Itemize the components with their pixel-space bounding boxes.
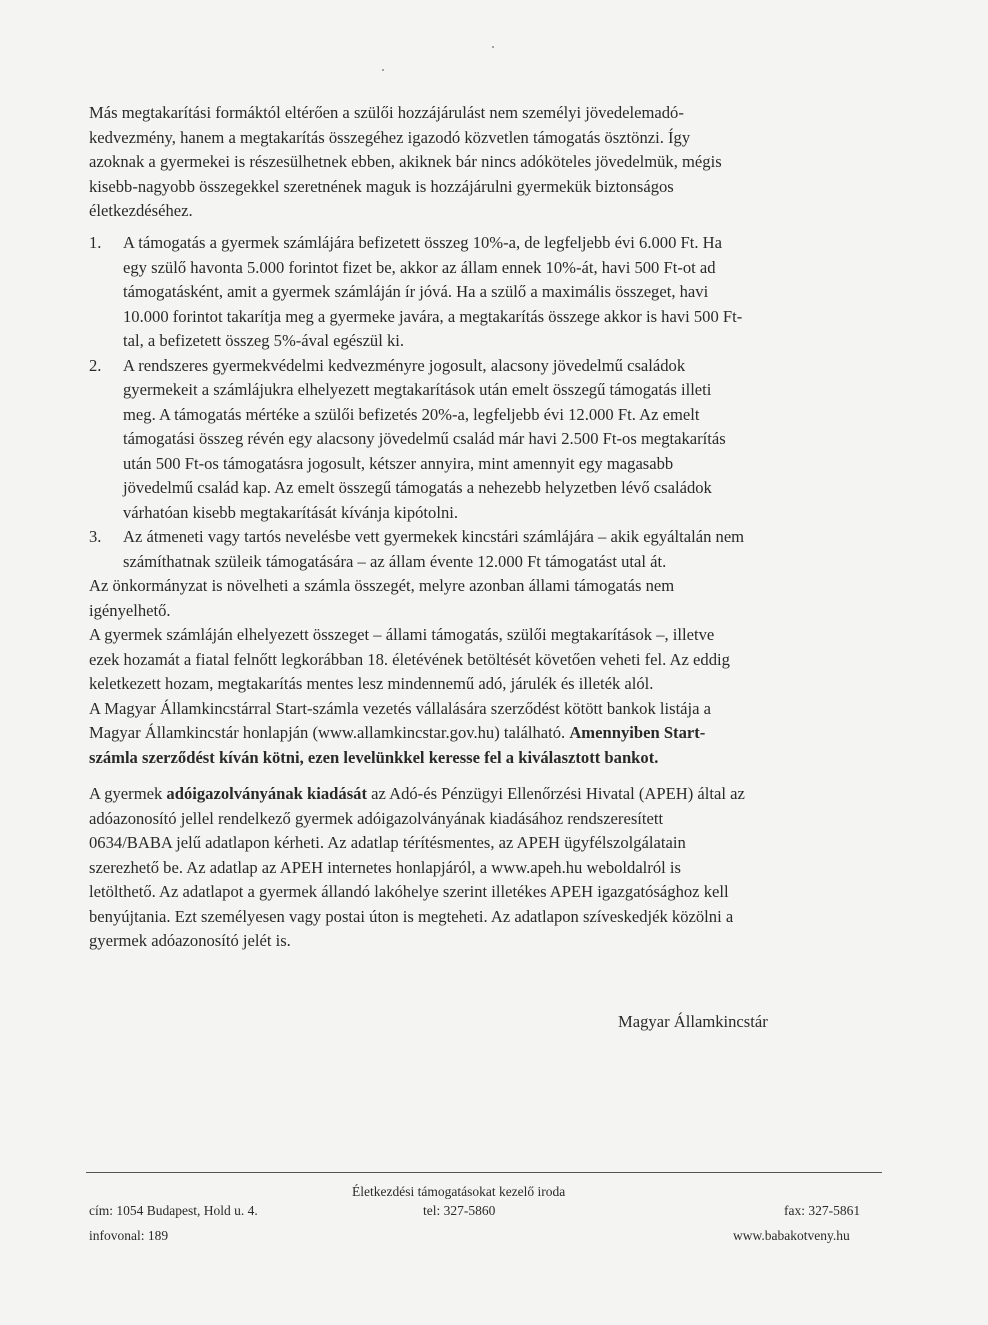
paragraph-line: gyermek adóazonosító jelét is. <box>89 931 291 950</box>
footer-fax: fax: 327-5861 <box>784 1203 861 1218</box>
footer-phone: tel: 327-5860 <box>423 1203 496 1218</box>
paragraph-line: szerezhető be. Az adatlap az APEH internetes honlapjáról, a www.apeh.hu weboldalról is <box>89 857 681 877</box>
list-line: jövedelmű család kap. Az emelt összegű támogatás a nehezebb helyzetben lévő családok <box>123 478 712 497</box>
account-paragraphs <box>89 574 881 770</box>
list-text <box>123 354 881 526</box>
apeh-paragraph <box>89 782 881 954</box>
footer-website: www.babakotveny.hu <box>733 1228 850 1243</box>
scan-speck <box>492 46 494 48</box>
plain-text: A gyermek <box>89 784 167 803</box>
paragraph-line: adóazonosító jellel rendelkező gyermek adóigazolványának kiadásához rendszeresített <box>89 808 664 828</box>
footer-infoline: infovonal: 189 <box>89 1228 169 1243</box>
list-line: Az átmeneti vagy tartós nevelésbe vett gyermekek kincstári számlájára – akik egyáltalán nem <box>123 527 745 546</box>
list-line: gyermekeit a számlájukra elhelyezett megtakarítások után emelt összegű támogatás illeti <box>123 380 712 399</box>
paragraph-line: A gyermek számláján elhelyezett összeget – állami támogatás, szülői megtakarítások –, illetve <box>89 625 715 644</box>
bold-text: Amennyiben Start- <box>569 723 706 742</box>
footer-divider <box>86 1172 882 1173</box>
signature: Magyar Államkincstár <box>618 1012 768 1031</box>
list-item-2 <box>89 354 881 526</box>
list-line: 10.000 forintot takarítja meg a gyermeke javára, a megtakarítás összege akkor is havi 500 Ft- <box>123 306 743 326</box>
paragraph-line: ezek hozamát a fiatal felnőtt legkorábban 18. életévének betöltését követően veheti fel. Az eddig <box>89 649 730 669</box>
intro-line: Más megtakarítási formáktól eltérően a szülői hozzájárulást nem személyi jövedelemadó- <box>89 103 684 122</box>
paragraph-line <box>89 721 881 746</box>
list-line: egy szülő havonta 5.000 forintot fizet be, akkor az állam ennek 10%-át, havi 500 Ft-ot ad <box>123 257 716 277</box>
intro-line: azoknak a gyermekei is részesülhetnek ebben, akiknek bár nincs adóköteles jövedelmük, mégis <box>89 152 722 171</box>
list-line: várhatóan kisebb megtakarítását kívánja kipótolni. <box>123 502 459 522</box>
list-line: támogatási összeg révén egy alacsony jövedelmű család már havi 2.500 Ft-os megtakarítás <box>123 429 726 448</box>
footer-address: cím: 1054 Budapest, Hold u. 4. <box>89 1203 258 1218</box>
list-item-3 <box>89 525 881 574</box>
paragraph-line: 0634/BABA jelű adatlapon kérheti. Az adatlap térítésmentes, az APEH ügyfélszolgálatain <box>89 833 686 852</box>
intro-paragraph <box>89 101 881 224</box>
paragraph-line: keletkezett hozam, megtakarítás mentes lesz mindennemű adó, járulék és illeték alól. <box>89 674 654 693</box>
paragraph-line: igényelhető. <box>89 600 171 620</box>
paragraph-line: letölthető. Az adatlapot a gyermek állandó lakóhelye szerint illetékes APEH igazgatósághoz kell <box>89 882 729 901</box>
list-line: A támogatás a gyermek számlájára befizetett összeg 10%-a, de legfeljebb évi 6.000 Ft. Ha <box>123 233 722 252</box>
list-line: A rendszeres gyermekvédelmi kedvezményre jogosult, alacsony jövedelmű családok <box>123 355 686 375</box>
list-line: után 500 Ft-os támogatásra jogosult, kétszer annyira, mint amennyit egy magasabb <box>123 453 674 473</box>
intro-line: életkezdéséhez. <box>89 201 193 220</box>
list-number: 2. <box>89 355 102 375</box>
plain-text: Magyar Államkincstár honlapján (www.allamkincstar.gov.hu) található. <box>89 723 570 742</box>
paragraph-line: A Magyar Államkincstárral Start-számla vezetés vállalására szerződést kötött bankok listája a <box>89 698 712 718</box>
list-item-1 <box>89 231 881 354</box>
paragraph-line: Az önkormányzat is növelheti a számla összegét, melyre azonban állami támogatás nem <box>89 576 675 595</box>
bold-text: számla szerződést kíván kötni, ezen levelünkkel keresse fel a kiválasztott bankot. <box>89 747 659 767</box>
list-number: 3. <box>89 527 102 546</box>
intro-line: kisebb-nagyobb összegekkel szeretnének maguk is hozzájárulni gyermekük biztonságos <box>89 176 674 196</box>
list-line: támogatásként, amit a gyermek számláján ír jóvá. Ha a szülő a maximális összeget, havi <box>123 282 709 301</box>
paragraph-line: benyújtania. Ezt személyesen vagy postai úton is megteheti. Az adatlapon szíveskedjék közölni a <box>89 906 734 926</box>
list-line: meg. A támogatás mértéke a szülői befizetés 20%-a, legfeljebb évi 12.000 Ft. Az emelt <box>123 404 700 424</box>
list-line: tal, a befizetett összeg 5%-ával egészül ki. <box>123 331 405 350</box>
footer-office: Életkezdési támogatásokat kezelő iroda <box>352 1184 566 1199</box>
paragraph-line <box>89 746 881 771</box>
list-line: számíthatnak szüleik támogatására – az állam évente 12.000 Ft támogatást utal át. <box>123 551 667 571</box>
list-number: 1. <box>89 233 102 252</box>
intro-line: kedvezmény, hanem a megtakarítás összegéhez igazodó közvetlen támogatás ösztönzi. Így <box>89 127 691 147</box>
plain-text: az Adó-és Pénzügyi Ellenőrzési Hivatal (APEH) által az <box>366 784 745 803</box>
bold-text: adóigazolványának kiadását <box>166 784 367 803</box>
paragraph-line <box>89 782 881 807</box>
list-text <box>123 525 881 574</box>
list-text <box>123 231 881 354</box>
scan-speck <box>382 69 384 71</box>
support-list <box>89 231 881 574</box>
